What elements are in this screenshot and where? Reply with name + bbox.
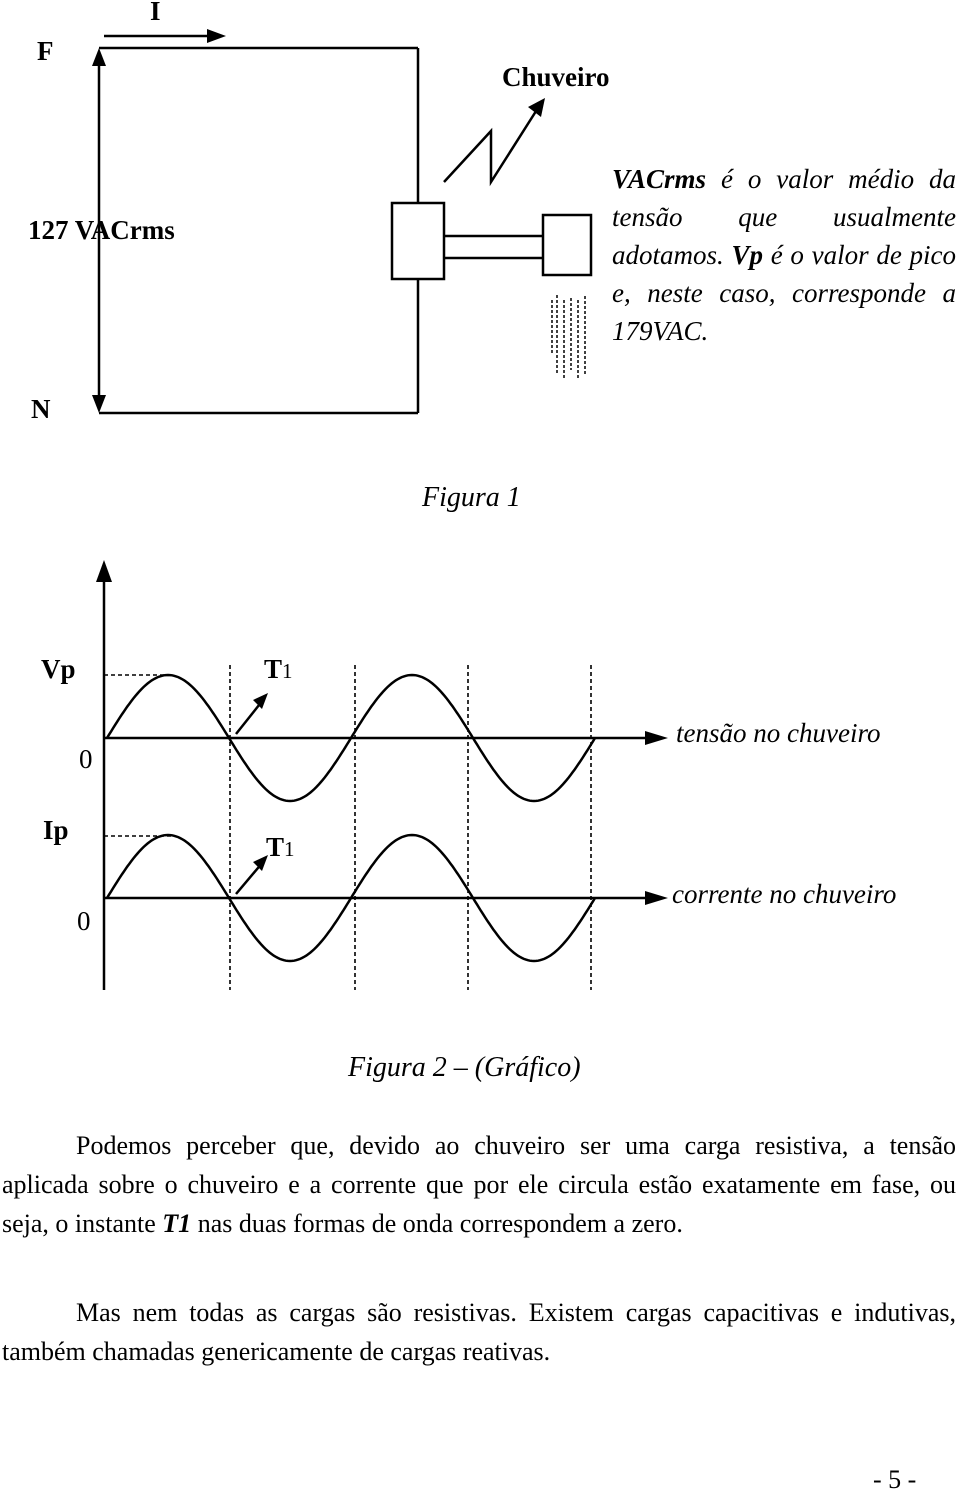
- note-term-vacrms: VACrms: [612, 164, 707, 194]
- ip-label: Ip: [43, 815, 69, 845]
- t1-label-current: T1: [266, 832, 295, 862]
- voltage-axis-arrow: [645, 731, 668, 745]
- current-zero-label: 0: [77, 906, 91, 936]
- current-description: corrente no chuveiro: [672, 879, 897, 909]
- figure1-caption: Figura 1: [422, 482, 521, 513]
- paragraph-1-term: T1: [162, 1209, 192, 1238]
- vp-label: Vp: [41, 654, 76, 684]
- phase-label: F: [37, 36, 54, 66]
- t1-arrowhead-voltage: [253, 693, 268, 709]
- voltage-label: 127 VACrms: [28, 215, 175, 245]
- figure2-caption: Figura 2 – (Gráfico): [348, 1052, 581, 1083]
- current-label: I: [150, 0, 161, 26]
- current-axis-arrow: [645, 891, 668, 905]
- vertical-axis-arrow: [96, 560, 112, 582]
- paragraph-2: Mas nem todas as cargas são resistivas. Existem cargas capacitivas e indutivas, também chamadas genericamente de cargas reativas.: [2, 1298, 956, 1366]
- paragraph-1: Podemos perceber que, devido ao chuveiro ser uma carga resistiva, a tensão aplicada sobre o chuveiro e a corrente que por ele circula estão exatamente em fase, ou seja, o instante T1 nas duas formas de onda correspondem a zero.: [2, 1131, 956, 1238]
- t1-label-voltage: T1: [264, 654, 293, 684]
- device-label: Chuveiro: [502, 62, 610, 92]
- voltage-description: tensão no chuveiro: [676, 718, 881, 748]
- note-text-2: é o valor de pico e, neste caso, corresponde a 179VAC.: [612, 240, 957, 346]
- note-term-vp: Vp: [731, 240, 763, 270]
- neutral-label: N: [31, 394, 51, 424]
- note-text-1: é o valor médio da tensão que usualmente adotamos.: [612, 164, 956, 270]
- voltage-zero-label: 0: [79, 744, 93, 774]
- page-number: - 5 -: [873, 1465, 917, 1494]
